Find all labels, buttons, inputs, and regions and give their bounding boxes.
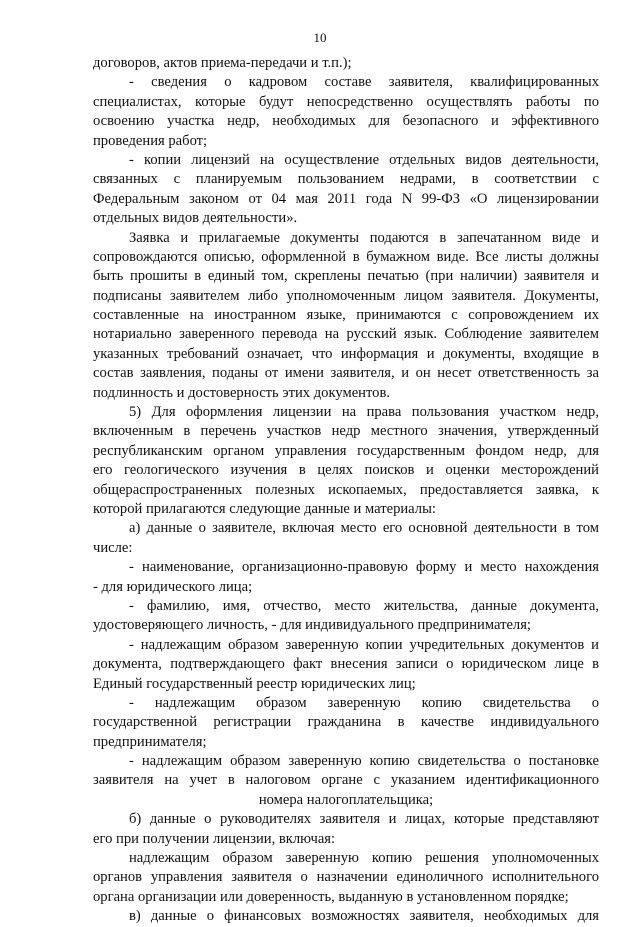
text-line: договоров, актов приема-передачи и т.п.); [93, 55, 352, 71]
text-line: которой прилагаются следующие данные и материалы: [93, 500, 436, 517]
text-line: состав заявления, поданы от имени заявителя, и он несет ответственность за [93, 365, 599, 382]
text-line: - надлежащим образом заверенную копию свидетельства о [129, 694, 599, 711]
text-line: номера налогоплательщика; [258, 791, 434, 808]
text-line: надлежащим образом заверенную копию решения уполномоченных [129, 850, 599, 867]
text-line: документа, подтверждающего факт внесения записи о юридическом лице в [93, 656, 599, 673]
text-line: быть прошиты в единый том, скреплены печатью (при наличии) заявителя и [93, 268, 599, 285]
text-line: его геологического изучения в целях поисков и оценки месторождений [93, 462, 599, 479]
text-line: его при получении лицензии, включая: [93, 830, 336, 847]
text-line: заявителя на учет в налоговом органе с указанием идентификационного [93, 772, 599, 789]
body-text [93, 54, 599, 927]
text-line: удостоверяющего личность, - для индивидуального предпринимателя; [93, 617, 531, 634]
text-line: - для юридического лица; [93, 578, 253, 595]
text-line: - наименование, организационно-правовую форму и место нахождения [129, 559, 599, 576]
text-line: Федеральным законом от 04 мая 2011 года N 99-ФЗ «О лицензировании [93, 190, 599, 207]
text-line: - фамилию, имя, отчество, место жительства, данные документа, [129, 597, 599, 614]
text-line: государственной регистрации гражданина в качестве индивидуального [93, 714, 599, 731]
text-line: а) данные о заявителе, включая место его основной деятельности в том [129, 520, 599, 537]
text-line: - копии лицензий на осуществление отдельных видов деятельности, [129, 151, 599, 168]
text-line: Единый государственный реестр юридических лиц; [93, 675, 416, 692]
text-line: б) данные о руководителях заявителя и лицах, которые представляют [129, 811, 599, 828]
text-line: подлинность и достоверность этих документов. [93, 384, 391, 401]
text-line: специалистах, которые будут непосредственно осуществлять работы по [93, 93, 599, 110]
text-line: - сведения о кадровом составе заявителя, квалифицированных [129, 74, 599, 91]
text-line: включенным в перечень участков недр местного значения, утвержденный [93, 423, 599, 440]
text-line: Заявка и прилагаемые документы подаются в запечатанном виде и [129, 229, 599, 246]
text-line: проведения работ; [93, 132, 208, 149]
text-line: органов управления заявителя о назначении единоличного исполнительного [93, 869, 599, 886]
text-line: общераспространенных полезных ископаемых, предоставляется заявка, к [93, 481, 599, 498]
text-line: числе: [93, 539, 133, 556]
text-line: нотариально заверенного перевода на русский язык. Соблюдение заявителем [93, 326, 599, 343]
text-line: сопровождаются описью, оформленной в бумажном виде. Все листы должны [93, 248, 599, 265]
text-line: составленные на иностранном языке, принимаются с сопровождением их [93, 307, 599, 324]
text-line: в) данные о финансовых возможностях заявителя, необходимых для [129, 908, 599, 925]
text-line: указанных требований означает, что информация и документы, входящие в [93, 345, 599, 362]
text-line: - надлежащим образом заверенную копию свидетельства о постановке [129, 753, 599, 770]
text-line: 5) Для оформления лицензии на права пользования участком недр, [129, 404, 599, 421]
text-line: предпринимателя; [93, 733, 207, 750]
text-line: освоению участка недр, необходимых для безопасного и эффективного [93, 113, 599, 130]
page-number: 10 [313, 30, 327, 45]
text-line: подписаны заявителем либо уполномоченным лицом заявителя. Документы, [93, 287, 599, 304]
text-line: республиканским органом управления государственным фондом недр, для [93, 442, 599, 459]
text-line: связанных с планируемым пользованием недрами, в соответствии с [93, 171, 599, 188]
text-line: отдельных видов деятельности». [93, 210, 298, 227]
text-line: органа организации или доверенность, выданную в установленном порядке; [93, 888, 569, 905]
text-line: - надлежащим образом заверенную копии учредительных документов и [129, 636, 599, 653]
